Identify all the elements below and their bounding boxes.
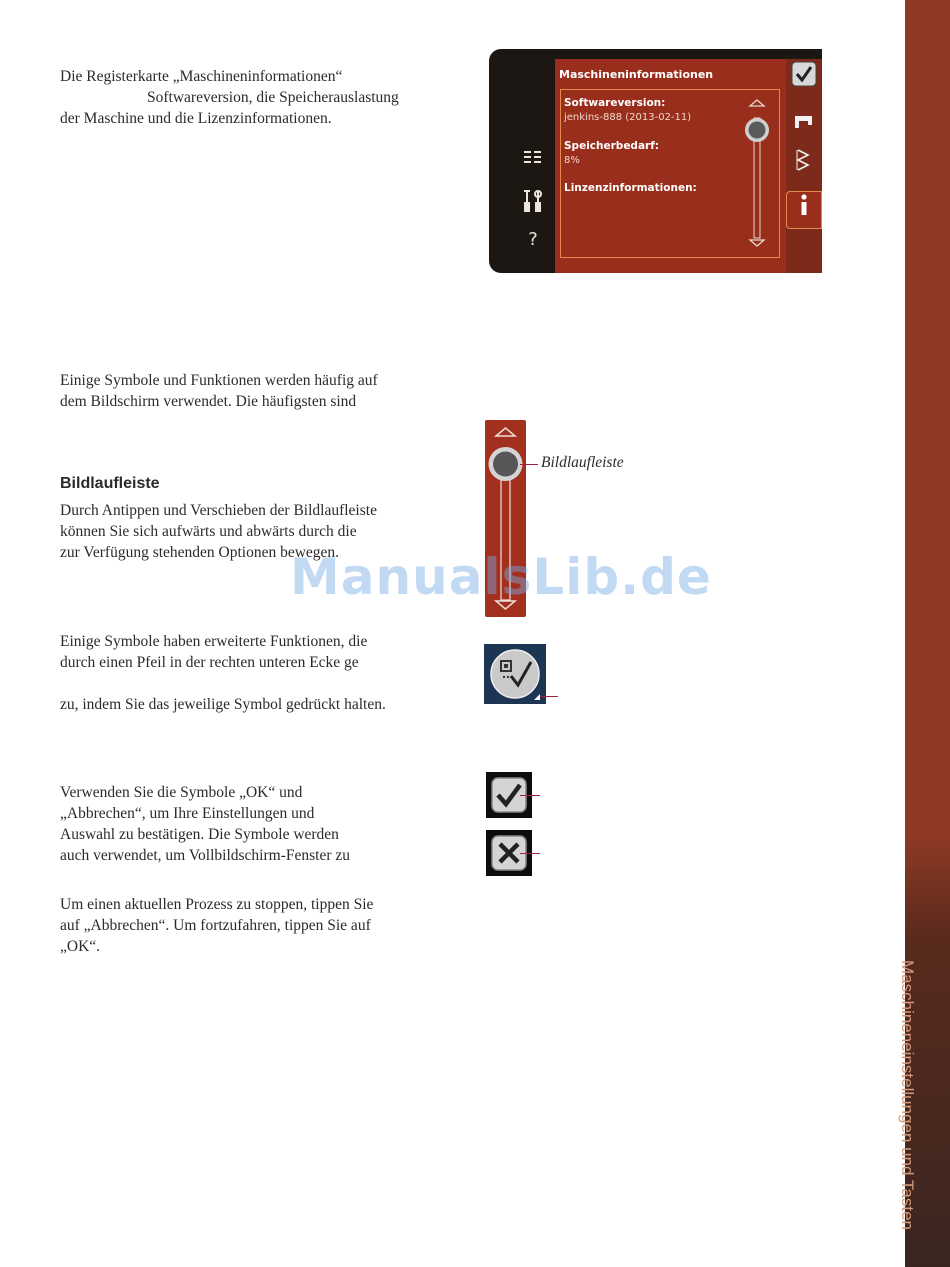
ok-check-icon[interactable] [786, 61, 822, 99]
ok-line-1: Verwenden Sie die Symbole „OK“ und [60, 784, 303, 801]
scroll-thumb-inner [749, 122, 766, 139]
intro-line-1: Die Registerkarte „Maschineninformationen“ [60, 68, 343, 85]
stop-line-3: „OK“. [60, 938, 101, 955]
watermark: ManualsLib.de [290, 548, 712, 606]
scrollbar-heading: Bildlaufleiste [60, 475, 160, 492]
ok-leader-line [520, 795, 540, 796]
memory-label: Speicherbedarf: [564, 140, 659, 152]
stop-line-2: auf „Abbrechen“. Um fortzufahren, tippen Sie auf [60, 917, 371, 934]
sewing-machine-icon[interactable] [786, 107, 822, 145]
intro-line-2: Softwareversion, die Speicherauslastung [147, 89, 399, 106]
ext-line-3: zu, indem Sie das jeweilige Symbol gedrückt halten. [60, 696, 386, 713]
ok-cancel-paragraph [60, 782, 350, 866]
scroll-line-1: Durch Antippen und Verschieben der Bildlaufleiste [60, 502, 377, 519]
figure-thumb-inner [493, 452, 518, 477]
panel-title: Maschineninformationen [559, 68, 714, 81]
help-icon[interactable]: ? [528, 229, 538, 250]
stop-line-1: Um einen aktuellen Prozess zu stoppen, tippen Sie [60, 896, 374, 913]
extended-paragraph [60, 631, 386, 715]
scrollbar-figure-label: Bildlaufleiste [541, 454, 624, 471]
info-content [560, 89, 780, 258]
stop-paragraph [60, 894, 373, 957]
license-label: Linzenzinformationen: [564, 182, 697, 194]
tools-icon[interactable] [519, 189, 547, 229]
scroll-up-arrow [750, 100, 764, 106]
intro-paragraph [60, 66, 399, 129]
corner-arrow-icon [534, 694, 540, 700]
memory-value: 8% [564, 155, 580, 166]
machine-info-screen [489, 49, 822, 273]
ext-line-2: durch einen Pfeil in der rechten unteren Ecke ge [60, 654, 359, 671]
left-icon-column [519, 149, 547, 269]
info-icon[interactable] [786, 191, 822, 229]
symbols-line-1: Einige Symbole und Funktionen werden häufig auf [60, 372, 378, 389]
ext-line-1: Einige Symbole haben erweiterte Funktionen, die [60, 633, 368, 650]
figure-up-arrow [496, 428, 515, 436]
ok-line-4: auch verwendet, um Vollbildschirm-Fenster zu [60, 847, 350, 864]
stitch-icon[interactable] [786, 147, 822, 185]
symbols-paragraph [60, 370, 378, 412]
software-label: Softwareversion: [564, 97, 666, 109]
cancel-leader-line [520, 853, 540, 854]
extended-leader-line [540, 696, 558, 697]
symbols-line-2: dem Bildschirm verwendet. Die häufigsten sind [60, 393, 357, 410]
scroll-down-arrow [750, 240, 764, 246]
info-panel [555, 59, 786, 273]
scroll-line-3: zur Verfügung stehenden Optionen bewegen. [60, 544, 340, 561]
intro-line-3: der Maschine und die Lizenzinformationen. [60, 110, 332, 127]
extended-function-icon[interactable] [484, 644, 546, 704]
scroll-line-2: können Sie sich aufwärts und abwärts durch die [60, 523, 357, 540]
ok-line-3: Auswahl zu bestätigen. Die Symbole werden [60, 826, 339, 843]
tab-column [786, 59, 822, 273]
list-icon[interactable] [519, 149, 547, 189]
ok-line-2: „Abbrechen“, um Ihre Einstellungen und [60, 805, 315, 822]
screen-scrollbar[interactable] [742, 98, 772, 248]
chapter-title: Maschineneinstellungen und Tasten [898, 960, 917, 1230]
software-value: jenkins-888 (2013-02-11) [564, 112, 692, 123]
scrollbar-leader-line [520, 464, 538, 465]
